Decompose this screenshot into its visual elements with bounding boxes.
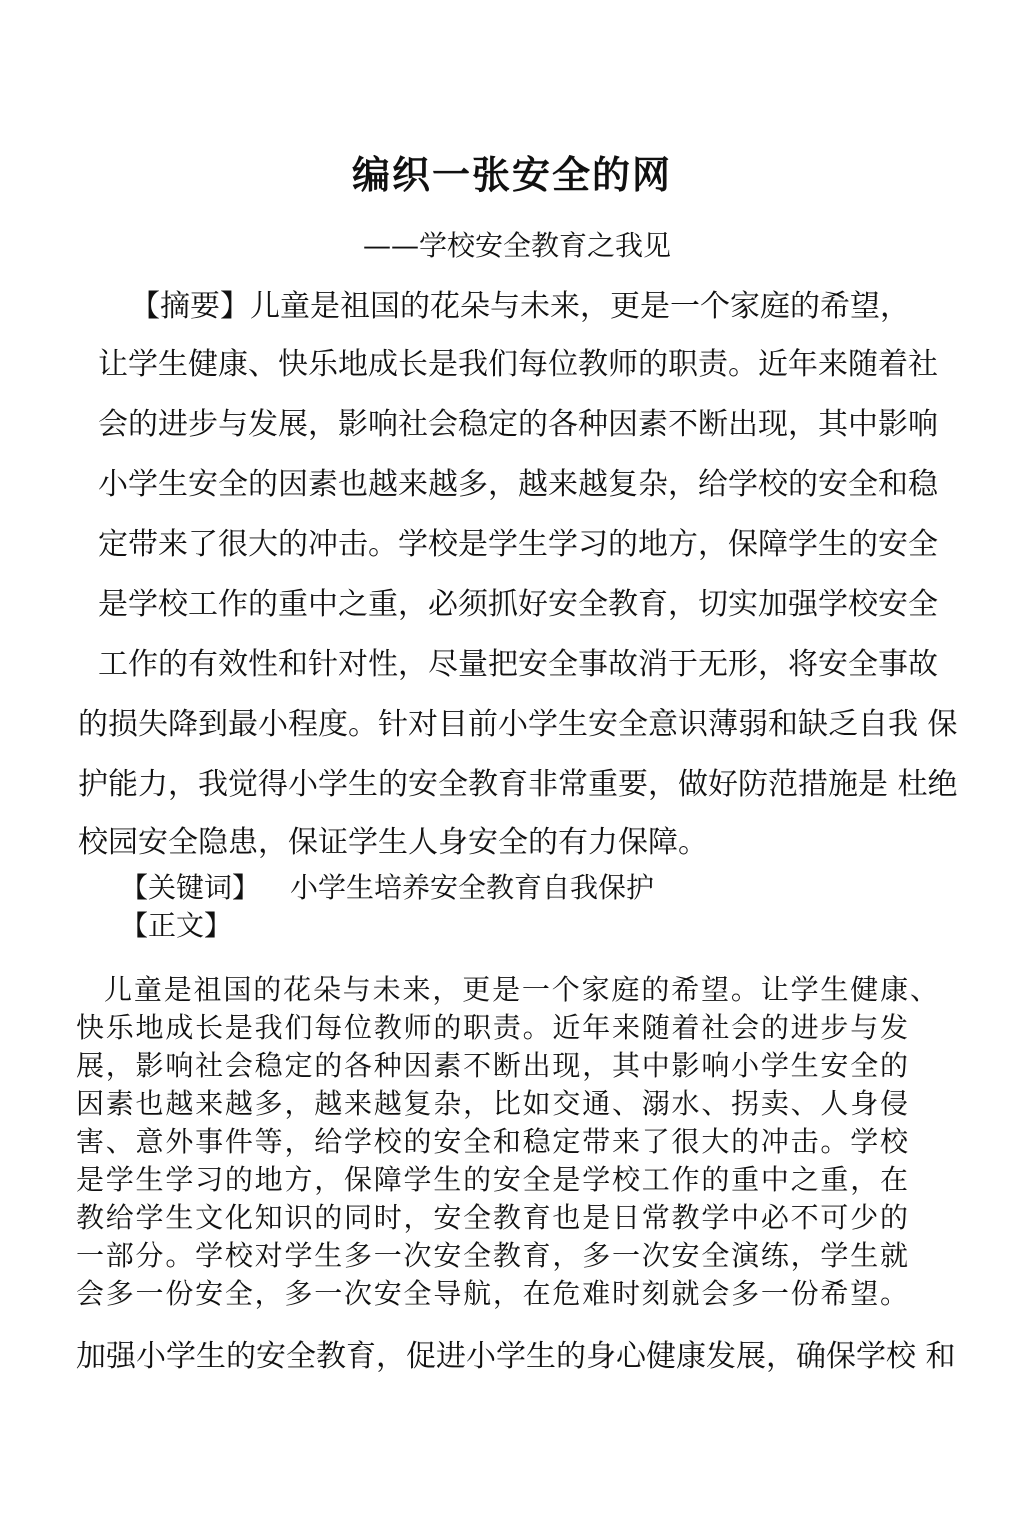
body-label: 【正文】 <box>120 909 233 942</box>
abstract-line: 小学生安全的因素也越来越多，越来越复杂，给学校的安全和稳 <box>98 467 938 502</box>
body-line: 一部分。学校对学生多一次安全教育，多一次安全演练，学生就 <box>76 1239 908 1272</box>
body-line: 因素也越来越多，越来越复杂，比如交通、溺水、拐卖、人身侵 <box>76 1087 908 1120</box>
abstract-line: 是学校工作的重中之重，必须抓好安全教育，切实加强学校安全 <box>98 587 938 622</box>
body-line: 是学生学习的地方，保障学生的安全是学校工作的重中之重，在 <box>76 1163 908 1196</box>
document-subtitle: ——学校安全教育之我见 <box>362 229 671 262</box>
abstract-line: 的损失降到最小程度。针对目前小学生安全意识薄弱和缺乏自我 保 <box>78 707 958 742</box>
body-line: 快乐地成长是我们每位教师的职责。近年来随着社会的进步与发 <box>76 1011 908 1044</box>
abstract-line: 护能力，我觉得小学生的安全教育非常重要，做好防范措施是 杜绝 <box>78 767 958 802</box>
abstract-line: 定带来了很大的冲击。学校是学生学习的地方，保障学生的安全 <box>98 527 938 562</box>
body-continuation-line: 加强小学生的安全教育，促进小学生的身心健康发展，确保学校 和 <box>76 1339 956 1374</box>
keywords-text: 小学生培养安全教育自我保护 <box>290 871 655 904</box>
body-line: 会多一份安全，多一次安全导航，在危难时刻就会多一份希望。 <box>76 1277 908 1310</box>
abstract-line: 让学生健康、快乐地成长是我们每位教师的职责。近年来随着社 <box>98 347 938 382</box>
body-line: 儿童是祖国的花朵与未来，更是一个家庭的希望。让学生健康、 <box>104 973 938 1006</box>
abstract-line: 【摘要】儿童是祖国的花朵与未来，更是一个家庭的希望， <box>130 289 910 324</box>
body-line: 教给学生文化知识的同时，安全教育也是日常教学中必不可少的 <box>76 1201 908 1234</box>
abstract-line: 会的进步与发展，影响社会稳定的各种因素不断出现，其中影响 <box>98 407 938 442</box>
keywords-label: 【关键词】 <box>120 871 261 904</box>
abstract-line: 校园安全隐患，保证学生人身安全的有力保障。 <box>78 825 708 860</box>
body-line: 害、意外事件等，给学校的安全和稳定带来了很大的冲击。学校 <box>76 1125 908 1158</box>
document-title: 编织一张安全的网 <box>351 152 672 197</box>
body-line: 展，影响社会稳定的各种因素不断出现，其中影响小学生安全的 <box>76 1049 908 1082</box>
abstract-line: 工作的有效性和针对性，尽量把安全事故消于无形，将安全事故 <box>98 647 938 682</box>
